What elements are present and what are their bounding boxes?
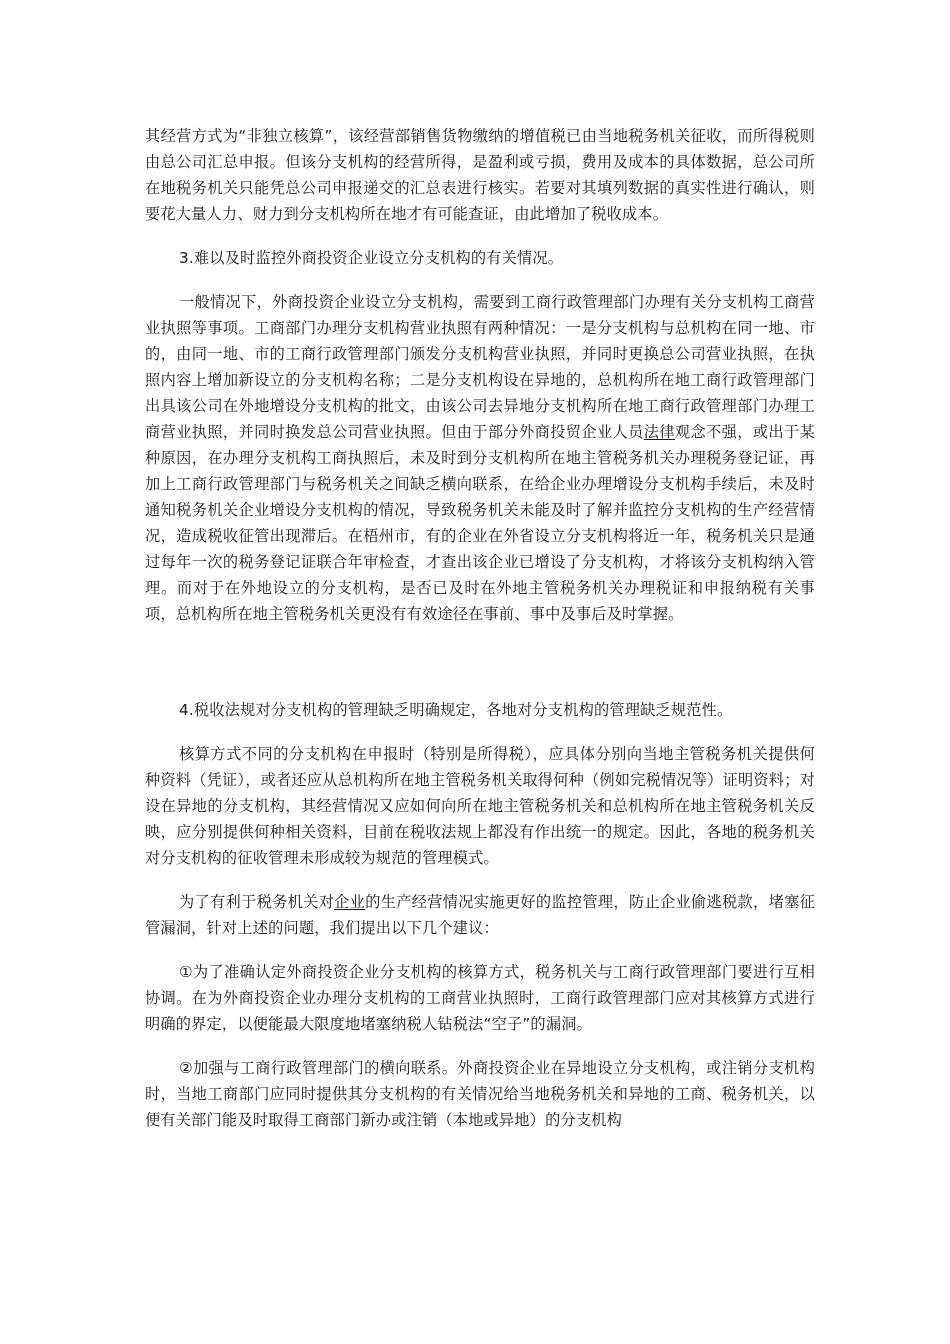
section-heading-4: 4.税收法规对分支机构的管理缺乏明确规定，各地对分支机构的管理缺乏规范性。 <box>179 701 733 719</box>
paragraph-suggestions-intro <box>145 889 815 941</box>
paragraph-regulation-gap: 核算方式不同的分支机构在申报时（特别是所得税），应具体分别向当地主管税务机关提供何种资料（凭证），或者还应从总机构所在地主管税务机关取得何种（例如完税情况等）证明资料；对设在异地的分支机构，其经营情况又应如何向所在地主管税务机关和总机构所在地主管税务机关反映，应分别提供何种相关资料，目前在税收法规上都没有作出统一的规定。因此，各地的税务机关对分支机构的征收管理未形成较为规范的管理模式。 <box>145 745 815 867</box>
suggestion-2: ②加强与工商行政管理部门的横向联系。外商投资企业在异地设立分支机构，或注销分支机构时，当地工商部门应同时提供其分支机构的有关情况给当地税务机关和异地的工商、税务机关，以便有关部门能及时取得工商部门新办或注销（本地或异地）的分支机构 <box>145 1059 815 1129</box>
enterprise-link[interactable]: 企业 <box>334 893 366 911</box>
paragraph-suggestions-intro-part-2: 的生产经营情况实施更好的监控管理，防止企业偷逃税款，堵塞征管漏洞，针对上述的问题，我们提出以下几个建议： <box>145 893 815 937</box>
section-heading-3: 3.难以及时监控外商投资企业设立分支机构的有关情况。 <box>179 249 564 267</box>
blank-gap <box>145 645 815 697</box>
paragraph-branch-monitoring-part-1: 一般情况下，外商投资企业设立分支机构，需要到工商行政管理部门办理有关分支机构工商营业执照等事项。工商部门办理分支机构营业执照有两种情况：一是分支机构与总机构在同一地、市的，由同一地、市的工商行政管理部门颁发分支机构营业执照，并同时更换总公司营业执照，在执照内容上增加新设立的分支机构名称；二是分支机构设在异地的，总机构所在地工商行政管理部门出具该公司在外地增设分支机构的批文，由该公司去异地分支机构所在地工商行政管理部门办理工商营业执照，并同时换发总公司营业执照。但由于部分外商投贸企业人员 <box>145 293 815 441</box>
paragraph-branch-monitoring-part-2: 观念不强，或出于某种原因，在办理分支机构工商执照后，未及时到分支机构所在地主管税务机关办理税务登记证，再加上工商行政管理部门与税务机关之间缺乏横向联系，在给企业办理增设分支机构手续后，未及时通知税务机关企业增设分支机构的情况，导致税务机关未能及时了解并监控分支机构的生产经营情况，造成税收征管出现滞后。在梧州市，有的企业在外省设立分支机构将近一年，税务机关只是通过每年一次的税务登记证联合年审检查，才查出该企业已增设了分支机构，才将该分支机构纳入管理。而对于在外地设立的分支机构，是否已及时在外地主管税务机关办理税证和申报纳税有关事项，总机构所在地主管税务机关更没有有效途径在事前、事中及事后及时掌握。 <box>145 423 815 623</box>
suggestion-1: ①为了准确认定外商投资企业分支机构的核算方式，税务机关与工商行政管理部门要进行互相协调。在为外商投资企业办理分支机构的工商营业执照时，工商行政管理部门应对其核算方式进行明确的界定，以便能最大限度地堵塞纳税人钻税法“空子”的漏洞。 <box>145 963 815 1033</box>
law-link[interactable]: 法律 <box>643 423 675 441</box>
paragraph-accounting-method: 其经营方式为“非独立核算”，该经营部销售货物缴纳的增值税已由当地税务机关征收，而所得税则由总公司汇总申报。但该分支机构的经营所得，是盈利或亏损，费用及成本的具体数据，总公司所在地税务机关只能凭总公司申报递交的汇总表进行核实。若要对其填列数据的真实性进行确认，则要花大量人力、财力到分支机构所在地才有可能查证，由此增加了税收成本。 <box>145 127 815 223</box>
paragraph-branch-monitoring <box>145 289 815 627</box>
paragraph-suggestions-intro-part-1: 为了有利于税务机关对 <box>179 893 335 911</box>
document-body <box>145 123 815 1133</box>
